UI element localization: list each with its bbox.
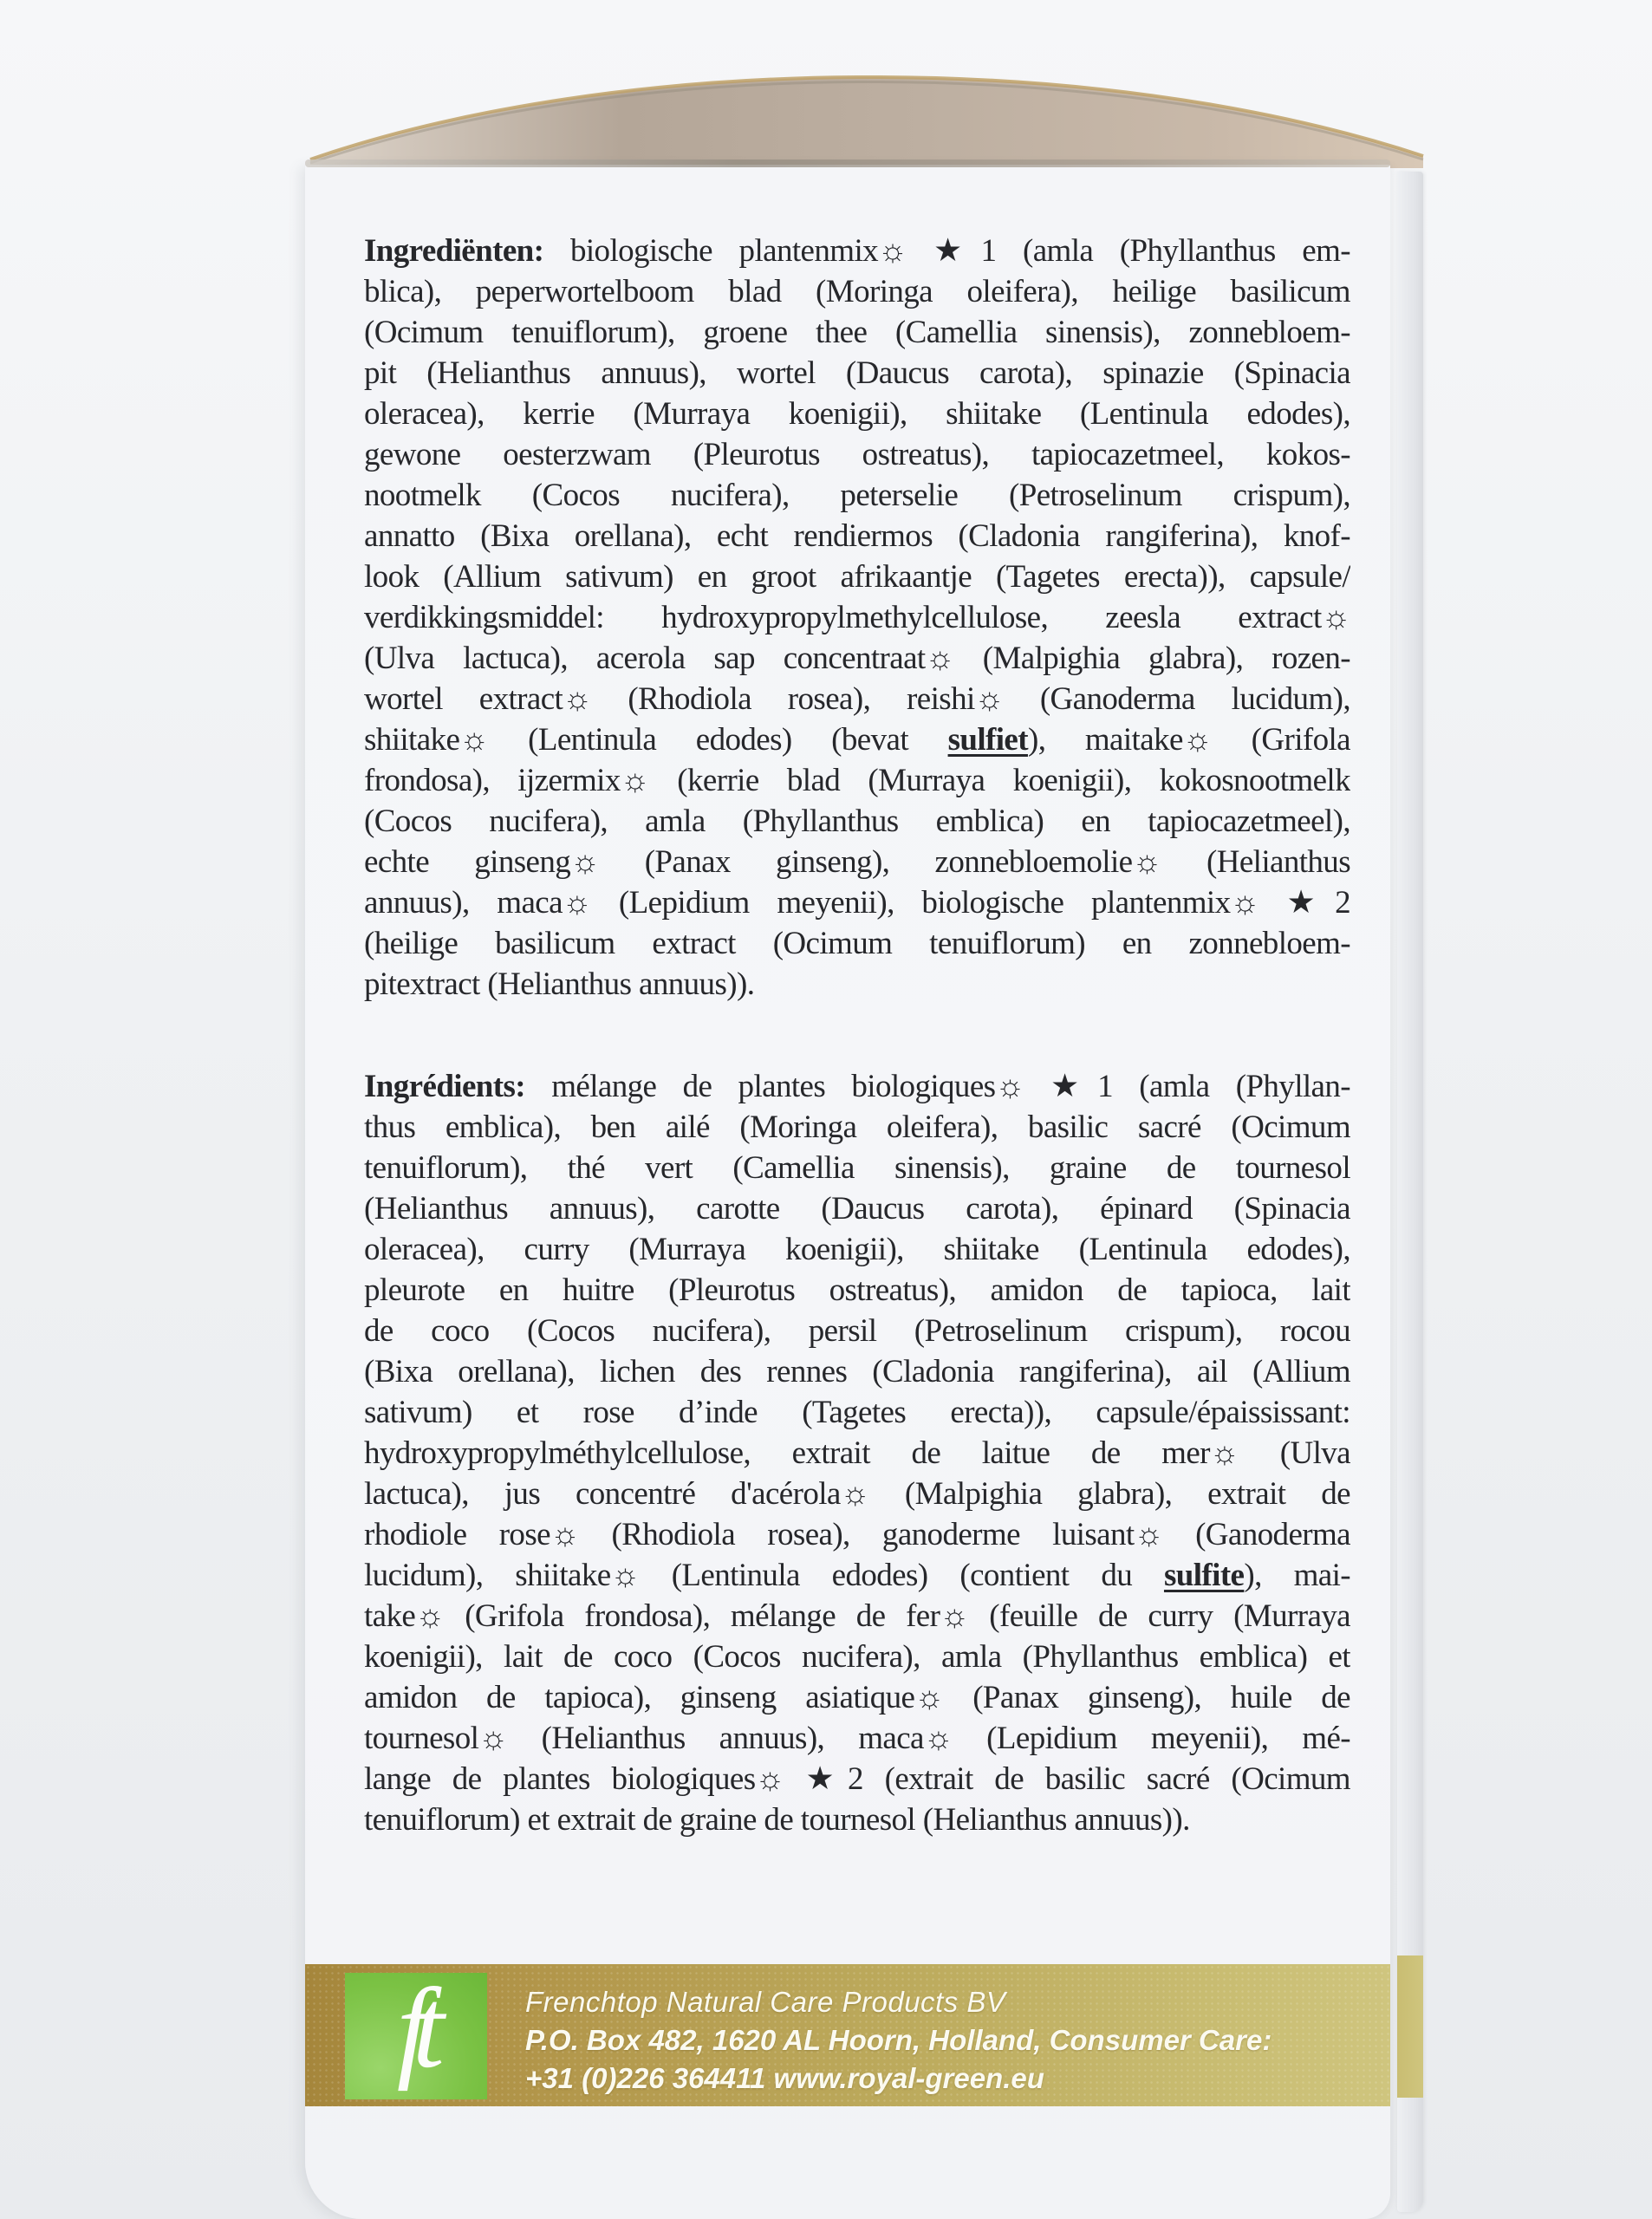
text-line: pit (Helianthus annuus), wortel (Daucus carota), spinazie (Spinacia — [364, 355, 1350, 391]
ft-logo — [345, 1963, 487, 2099]
text-line: amidon de tapioca), ginseng asiatique☼ (Panax ginseng), huile de — [364, 1680, 1350, 1715]
brand-band — [305, 1964, 1390, 2106]
text-line: de coco (Cocos nucifera), persil (Petroselinum crispum), rocou — [364, 1313, 1350, 1349]
text-line: lactuca), jus concentré d'acérola☼ (Malpighia glabra), extrait de — [364, 1476, 1350, 1512]
text-line: annatto (Bixa orellana), echt rendiermos (Cladonia rangiferina), knof- — [364, 518, 1350, 554]
text-line: koenigii), lait de coco (Cocos nucifera), amla (Phyllanthus emblica) et — [364, 1639, 1350, 1675]
text-line: pleurote en huitre (Pleurotus ostreatus), amidon de tapioca, lait — [364, 1272, 1350, 1308]
text-line: (Helianthus annuus), carotte (Daucus carota), épinard (Spinacia — [364, 1191, 1350, 1227]
text-line: tournesol☼ (Helianthus annuus), maca☼ (Lepidium meyenii), mé- — [364, 1721, 1350, 1756]
text-line: take☼ (Grifola frondosa), mélange de fer☼ (feuille de curry (Murraya — [364, 1598, 1350, 1634]
ft-logo-text: ft — [396, 1963, 429, 2092]
text-line: (heilige basilicum extract (Ocimum tenuiflorum) en zonnebloem- — [364, 926, 1350, 961]
text-line: gewone oesterzwam (Pleurotus ostreatus), tapiocazetmeel, kokos- — [364, 437, 1350, 472]
company-address: P.O. Box 482, 1620 AL Hoorn, Holland, Consumer Care: — [525, 2024, 1272, 2056]
text-line: echte ginseng☼ (Panax ginseng), zonnebloemolie☼ (Helianthus — [364, 844, 1350, 880]
text-line: lucidum), shiitake☼ (Lentinula edodes) (contient du sulfite), mai- — [364, 1558, 1350, 1593]
text-line: annuus), maca☼ (Lepidium meyenii), biologische plantenmix☼ ★2 — [364, 885, 1350, 921]
text-line: lange de plantes biologiques☼ ★2 (extrait de basilic sacré (Ocimum — [364, 1761, 1350, 1797]
text-line: shiitake☼ (Lentinula edodes) (bevat sulfiet), maitake☼ (Grifola — [364, 722, 1350, 758]
company-contact: +31 (0)226 364411 www.royal-green.eu — [525, 2062, 1044, 2094]
text-line: blica), peperwortelboom blad (Moringa oleifera), heilige basilicum — [364, 274, 1350, 309]
text-line: verdikkingsmiddel: hydroxypropylmethylcellulose, zeesla extract☼ — [364, 600, 1350, 635]
box-top-flap — [303, 54, 1430, 173]
text-line: (Bixa orellana), lichen des rennes (Cladonia rangiferina), ail (Allium — [364, 1354, 1350, 1389]
text-line: (Ulva lactuca), acerola sap concentraat☼ (Malpighia glabra), rozen- — [364, 641, 1350, 676]
text-line: thus emblica), ben ailé (Moringa oleifera), basilic sacré (Ocimum — [364, 1110, 1350, 1145]
box-side-panel — [1397, 172, 1423, 2212]
text-line: pitextract (Helianthus annuus)). — [364, 966, 755, 1002]
text-line: Ingrédients: mélange de plantes biologiques☼ ★1 (amla (Phyllan- — [364, 1069, 1350, 1104]
text-line: sativum) et rose d’inde (Tagetes erecta)), capsule/épaississant: — [364, 1395, 1350, 1430]
text-line: hydroxypropylméthylcellulose, extrait de laitue de mer☼ (Ulva — [364, 1435, 1350, 1471]
side-band-segment — [1397, 1955, 1423, 2098]
text-line: rhodiole rose☼ (Rhodiola rosea), ganoderme luisant☼ (Ganoderma — [364, 1517, 1350, 1552]
text-line: oleracea), kerrie (Murraya koenigii), shiitake (Lentinula edodes), — [364, 396, 1350, 432]
french-ingredients-paragraph — [364, 1066, 1350, 1840]
text-line: oleracea), curry (Murraya koenigii), shiitake (Lentinula edodes), — [364, 1232, 1350, 1267]
footer-text — [525, 1983, 1272, 2098]
text-line: tenuiflorum) et extrait de graine de tournesol (Helianthus annuus)). — [364, 1802, 1190, 1838]
box-top-edge — [305, 159, 1390, 167]
text-line: frondosa), ijzermix☼ (kerrie blad (Murraya koenigii), kokosnootmelk — [364, 763, 1350, 798]
text-line: Ingrediënten: biologische plantenmix☼ ★1 (amla (Phyllanthus em- — [364, 233, 1350, 269]
company-name: Frenchtop Natural Care Products BV — [525, 1986, 1006, 2018]
dutch-ingredients-paragraph — [364, 231, 1350, 1005]
text-line: (Cocos nucifera), amla (Phyllanthus emblica) en tapiocazetmeel), — [364, 804, 1350, 839]
text-line: tenuiflorum), thé vert (Camellia sinensis), graine de tournesol — [364, 1150, 1350, 1186]
text-line: wortel extract☼ (Rhodiola rosea), reishi☼ (Ganoderma lucidum), — [364, 681, 1350, 717]
text-line: look (Allium sativum) en groot afrikaantje (Tagetes erecta)), capsule/ — [364, 559, 1350, 595]
text-line: nootmelk (Cocos nucifera), peterselie (Petroselinum crispum), — [364, 478, 1350, 513]
text-line: (Ocimum tenuiflorum), groene thee (Camellia sinensis), zonnebloem- — [364, 315, 1350, 350]
